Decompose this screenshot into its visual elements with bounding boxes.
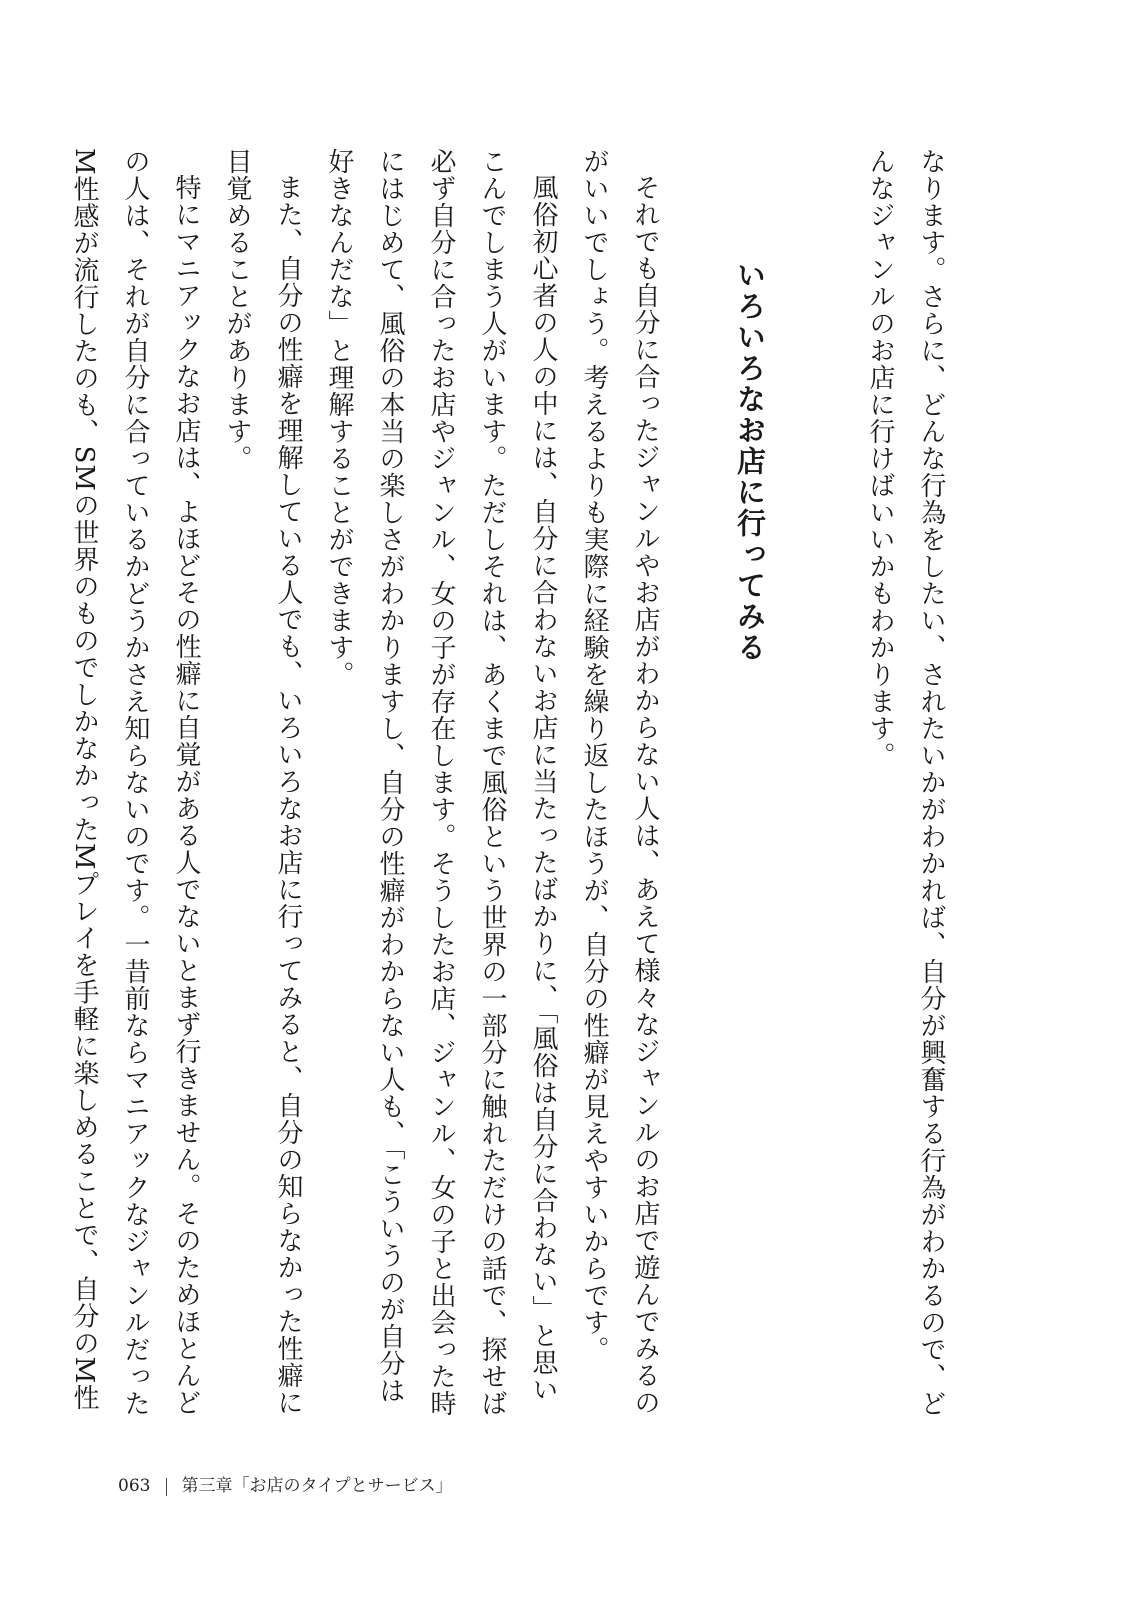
vertical-body-text (58, 148, 956, 1418)
body-paragraph-2: 風俗初心者の人の中には、自分に合わないお店に当たったばかりに、「風俗は自分に合わない」と思いこんでしまう人がいます。ただしそれは、あくまで風俗という世界の一部分に触れただけの話で、探せば必ず自分に合ったお店やジャンル、女の子が存在します。そうしたお店、ジャンル、女の子と出会った時にはじめて、風俗の本当の楽しさがわかりますし、自分の性癖がわからない人も、「こういうのが自分は好きなんだな」と理解することができます。 (324, 148, 558, 1417)
intro-paragraph: なります。さらに、どんな行為をしたい、されたいかがわかれば、自分が興奮する行為がわかるので、どんなジャンルのお店に行けばいいかもわかります。 (865, 148, 946, 1417)
chapter-title: 第三章「お店のタイプとサービス」 (181, 1476, 453, 1496)
page-number: 063 (118, 1476, 151, 1496)
page-footer (118, 1471, 453, 1496)
body-paragraph-1: それでも自分に合ったジャンルやお店がわからない人は、あえて様々なジャンルのお店で遊んでみるのがいいでしょう。考えるよりも実際に経験を繰り返したほうが、自分の性癖が見えやすいからです。 (579, 148, 660, 1416)
body-paragraph-3: また、自分の性癖を理解している人でも、いろいろなお店に行ってみると、自分の知らなかった性癖に目覚めることがあります。 (222, 148, 303, 1416)
footer-divider (166, 1478, 167, 1496)
body-paragraph-4: 特にマニアックなお店は、よほどその性癖に自覚がある人でないとまず行きません。そのためほとんどの人は、それが自分に合っているかどうかさえ知らないのです。一昔前ならマニアックなジャンルだったM性感が流行したのも、SMの世界のものでしかなかったMプレイを手軽に楽しめることで、自分のM性 (69, 148, 201, 1417)
section-heading: いろいろなお店に行ってみる (733, 260, 767, 663)
